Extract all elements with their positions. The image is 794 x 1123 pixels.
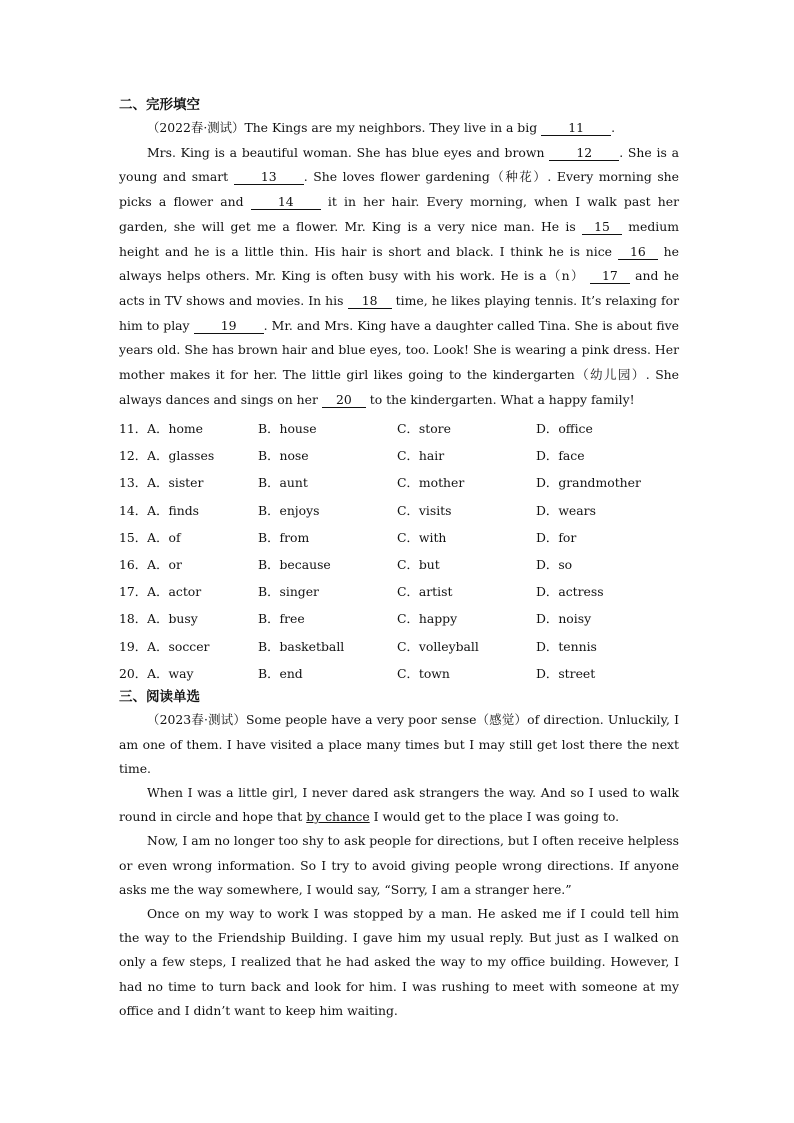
blank-16[interactable]: 16 [618, 245, 658, 260]
reading-paragraph-4: Once on my way to work I was stopped by a man. He asked me if I could tell him the way to the Friendship Building. I gave him my usual reply. But just as I walked on only a few steps, I realized that he had asked the way to my office building. However, I had no time to turn back and look for him. I was rushing to meet with someone at my office and I didn’t want to keep him waiting. [119, 905, 679, 1018]
option-a[interactable]: 20．A．way [119, 665, 194, 681]
option-b[interactable]: B．aunt [258, 475, 308, 491]
blank-12[interactable]: 12 [549, 146, 619, 161]
cloze-intro: （2022春·测试）The Kings are my neighbors. They live in a big 11 . [147, 120, 616, 135]
option-d[interactable]: D．street [536, 665, 596, 681]
option-d[interactable]: D．noisy [536, 611, 592, 627]
option-d[interactable]: D．tennis [536, 638, 597, 654]
option-c[interactable]: C．hair [397, 448, 445, 464]
option-row [119, 523, 675, 550]
blank-20[interactable]: 20 [322, 393, 366, 408]
option-d[interactable]: D．so [536, 556, 573, 572]
blank-19[interactable]: 19 [194, 319, 264, 334]
option-a[interactable]: 15．A．of [119, 529, 181, 545]
option-c[interactable]: C．town [397, 665, 450, 681]
reading-paragraph-3: Now, I am no longer too shy to ask people for directions, but I often receive helpless or even wrong information. So I try to avoid giving people wrong directions. If anyone asks me the way somewhere, I would say, “Sorry, I am a stranger here.” [119, 833, 679, 897]
option-a[interactable]: 11．A．home [119, 421, 204, 437]
reading-paragraph-1: （2023春·测试）Some people have a very poor sense（感觉）of direction. Unluckily, I am one of them. I have visited a place many times but I may still get lost there the next time. [119, 712, 679, 776]
option-c[interactable]: C．store [397, 421, 451, 437]
option-b[interactable]: B．house [258, 421, 317, 437]
option-a[interactable]: 14．A．finds [119, 502, 200, 518]
option-b[interactable]: B．because [258, 556, 331, 572]
option-d[interactable]: D．actress [536, 584, 604, 600]
option-row [119, 632, 675, 659]
option-d[interactable]: D．grandmother [536, 475, 641, 491]
option-row [119, 442, 675, 469]
option-row [119, 605, 675, 632]
option-a[interactable]: 19．A．soccer [119, 638, 210, 654]
option-a[interactable]: 18．A．busy [119, 611, 198, 627]
option-c[interactable]: C．with [397, 529, 447, 545]
option-row [119, 550, 675, 577]
option-c[interactable]: C．visits [397, 502, 452, 518]
section-heading-cloze: 二、完形填空 [119, 97, 200, 113]
section-heading-reading: 三、阅读单选 [119, 689, 200, 706]
cloze-passage: Mrs. King is a beautiful woman. She has blue eyes and brown 12 . She is a young and smart 13 . She loves flower gardening（种花）. Every morning she picks a flower and 14 it in her hair. Every morning, when I walk past her garden, she will get me a flower. Mr. King is a very nice man. He is 15 medium height and he is a little thin. His hair is short and black. I think he is nice 16 he always helps others. Mr. King is often busy with his work. He is a（n） 17 and he acts in TV shows and movies. In his 18 time, he likes playing tennis. It’s relaxing for him to play 19 . Mr. and Mrs. King have a daughter called Tina. She is about five years old. She has brown hair and blue eyes, too. Look! She is wearing a pink dress. Her mother makes it for her. The little girl likes going to the kindergarten（幼儿园）. She always dances and sings on her 20 to the kindergarten. What a happy family! [119, 144, 680, 407]
document-page [119, 94, 679, 1023]
option-a[interactable]: 17．A．actor [119, 584, 202, 600]
blank-17[interactable]: 17 [590, 269, 630, 284]
option-a[interactable]: 16．A．or [119, 556, 182, 572]
option-a[interactable]: 12．A．glasses [119, 448, 215, 464]
reading-paragraph-2: When I was a little girl, I never dared ask strangers the way. And so I used to walk round in circle and hope that by chance I would get to the place I was going to. [119, 784, 679, 825]
option-row [119, 496, 675, 523]
option-c[interactable]: C．volleyball [397, 638, 479, 654]
option-a[interactable]: 13．A．sister [119, 475, 204, 491]
option-b[interactable]: B．nose [258, 448, 309, 464]
blank-13[interactable]: 13 [234, 170, 304, 185]
blank-15[interactable]: 15 [582, 220, 622, 235]
options-table [119, 414, 675, 686]
option-b[interactable]: B．end [258, 665, 303, 681]
option-c[interactable]: C．happy [397, 611, 458, 627]
blank-11[interactable]: 11 [541, 121, 611, 136]
option-row [119, 578, 675, 605]
option-d[interactable]: D．for [536, 529, 577, 545]
blank-14[interactable]: 14 [251, 195, 321, 210]
option-c[interactable]: C．mother [397, 475, 465, 491]
option-row [119, 414, 675, 441]
option-b[interactable]: B．free [258, 611, 305, 627]
option-row [119, 659, 675, 686]
option-b[interactable]: B．basketball [258, 638, 345, 654]
option-d[interactable]: D．wears [536, 502, 596, 518]
option-b[interactable]: B．from [258, 529, 310, 545]
option-d[interactable]: D．face [536, 448, 585, 464]
option-c[interactable]: C．but [397, 556, 440, 572]
underlined-phrase: by chance [306, 809, 370, 825]
option-b[interactable]: B．enjoys [258, 502, 320, 518]
option-c[interactable]: C．artist [397, 584, 453, 600]
option-row [119, 469, 675, 496]
option-b[interactable]: B．singer [258, 584, 319, 600]
blank-18[interactable]: 18 [348, 294, 392, 309]
option-d[interactable]: D．office [536, 421, 593, 437]
